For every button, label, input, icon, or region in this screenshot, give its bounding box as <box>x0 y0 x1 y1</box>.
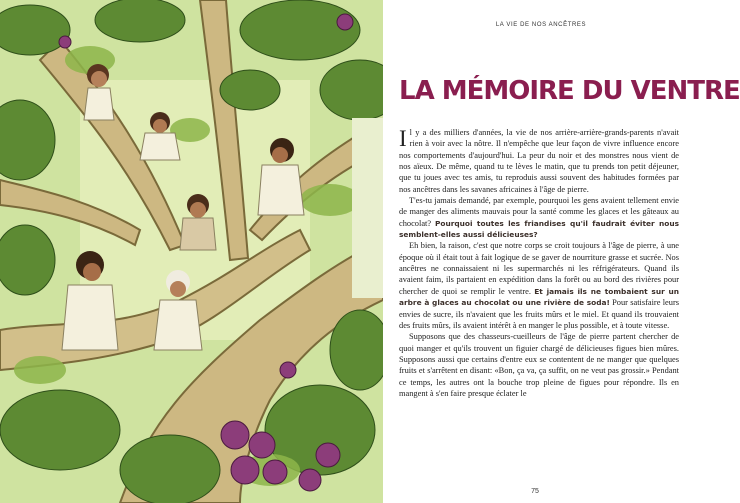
paragraph-1-text: l y a des milliers d'années, la vie de nos arrière-arrière-grands-parents n'avait rien à voir avec la nôtre. Il n'empêche que leur façon de vivre influence encore nos comportements d'aujourd'hui. La peur du noir et des monstres nous vient de nos aïeux. De même, quand tu te lèves le matin, que tu prends ton petit déjeuner, que tu joues avec tes amis, tu reproduis aussi souvent des habitudes formées par nos ancêtres dans les savanes africaines à l'âge de pierre. <box>399 128 679 194</box>
page-gutter-light <box>352 118 383 298</box>
paragraph-3-highlight: Et jamais ils ne tombaient sur un arbre à glaces au chocolat ou une rivière de soda! <box>399 286 679 308</box>
body-text <box>399 127 679 399</box>
chapter-title: LA MÉMOIRE DU VENTRE <box>399 76 740 106</box>
paragraph-1 <box>399 127 679 195</box>
running-head: LA VIE DE NOS ANCÊTRES <box>495 22 587 28</box>
paragraph-3 <box>399 240 679 331</box>
paragraph-4-text: Supposons que des chasseurs-cueilleurs de l'âge de pierre partent chercher de quoi manger et qu'ils trouvent un figuier chargé de délicieuses figues bien mûres. Supposons aussi que certains d'entre eux se contentent de ne manger que quelques fruits et s'arrêtent en disant: «Bon, ça va, ça suffit, on ne veut pas grossir.» Pendant ce temps, les autres ont la bouche trop pleine de figues pour répondre. Ils en mangent à s'en faire presque éclater le <box>399 332 679 398</box>
page-number: 75 <box>531 488 539 495</box>
drop-cap: I <box>399 126 407 151</box>
text-page <box>383 0 740 503</box>
paragraph-2 <box>399 195 679 240</box>
paragraph-3-text: Eh bien, la raison, c'est que notre corps se croit toujours à l'âge de pierre, à une époque où il était tout à fait logique de se gaver de nourriture grasse et sucrée. Nos ancêtres ne connaissaient ni les supermarchés ni les réfrigérateurs. Quand ils avaient faim, ils partaient en expédition dans la forêt ou au bord des rivières pour chercher de quoi se remplir le ventre. <box>399 241 679 296</box>
paragraph-4 <box>399 331 679 399</box>
paragraph-2-text: T'es-tu jamais demandé, par exemple, pourquoi les gens avaient tellement envie de manger des aliments mauvais pour la santé comme les glaces et les gâteaux au chocolat? <box>399 196 679 228</box>
paragraph-3-text-end: Pour satisfaire leurs envies de sucre, ils n'avaient que les fruits mûrs et le miel. Et quand ils trouvaient des fruits mûrs, ils avaient intérêt à en manger le plus possible, et à toute vitesse. <box>399 298 679 330</box>
paragraph-2-highlight: Pourquoi toutes les friandises qu'il faudrait éviter nous semblent-elles aussi délicieuses? <box>399 218 680 240</box>
